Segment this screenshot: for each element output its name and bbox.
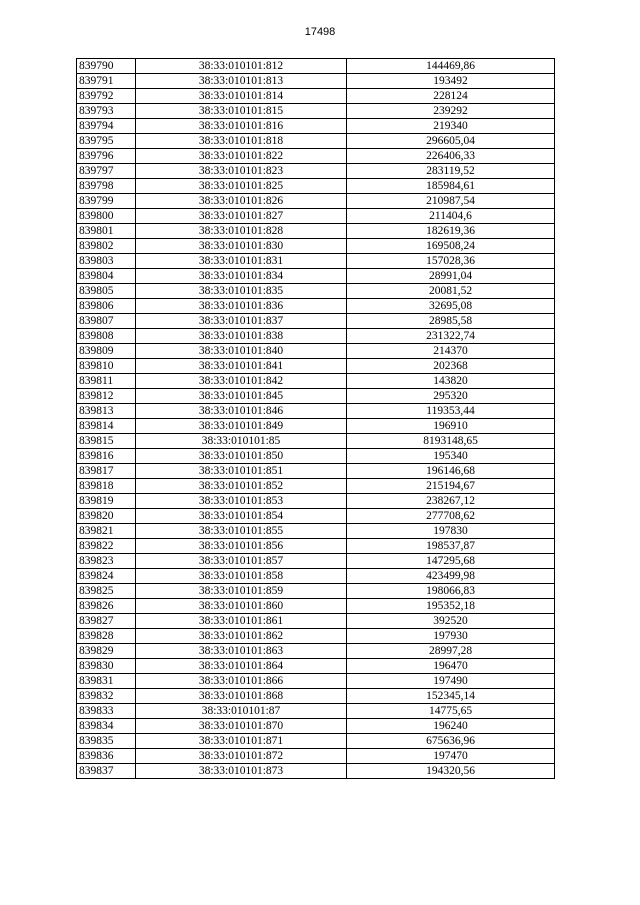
cadastral-value-cell: 283119,52 [347,164,555,179]
cadastral-number-cell: 38:33:010101:828 [136,224,347,239]
row-number-cell: 839814 [77,419,136,434]
cadastral-value-cell: 119353,44 [347,404,555,419]
cadastral-number-cell: 38:33:010101:826 [136,194,347,209]
cadastral-value-cell: 195352,18 [347,599,555,614]
table-row [77,629,555,644]
cadastral-number-cell: 38:33:010101:816 [136,119,347,134]
row-number-cell: 839836 [77,749,136,764]
table-row [77,644,555,659]
cadastral-value-cell: 28991,04 [347,269,555,284]
cadastral-number-cell: 38:33:010101:812 [136,59,347,74]
row-number-cell: 839821 [77,524,136,539]
cadastral-number-cell: 38:33:010101:860 [136,599,347,614]
row-number-cell: 839833 [77,704,136,719]
table-row [77,194,555,209]
table-row [77,119,555,134]
cadastral-number-cell: 38:33:010101:822 [136,149,347,164]
table-row [77,569,555,584]
cadastral-value-cell: 144469,86 [347,59,555,74]
row-number-cell: 839799 [77,194,136,209]
cadastral-number-cell: 38:33:010101:851 [136,464,347,479]
cadastral-number-cell: 38:33:010101:846 [136,404,347,419]
table-body [77,59,555,779]
row-number-cell: 839829 [77,644,136,659]
cadastral-number-cell: 38:33:010101:837 [136,314,347,329]
table-row [77,74,555,89]
cadastral-value-cell: 196470 [347,659,555,674]
cadastral-value-cell: 392520 [347,614,555,629]
table-row [77,614,555,629]
cadastral-value-cell: 28985,58 [347,314,555,329]
cadastral-value-cell: 202368 [347,359,555,374]
table-row [77,89,555,104]
cadastral-value-cell: 185984,61 [347,179,555,194]
cadastral-value-cell: 228124 [347,89,555,104]
cadastral-value-cell: 675636,96 [347,734,555,749]
row-number-cell: 839830 [77,659,136,674]
cadastral-value-cell: 32695,08 [347,299,555,314]
cadastral-number-cell: 38:33:010101:857 [136,554,347,569]
cadastral-value-cell: 196146,68 [347,464,555,479]
cadastral-number-cell: 38:33:010101:827 [136,209,347,224]
cadastral-value-cell: 210987,54 [347,194,555,209]
cadastral-value-cell: 197490 [347,674,555,689]
table-row [77,554,555,569]
table-row [77,179,555,194]
cadastral-number-cell: 38:33:010101:836 [136,299,347,314]
table-row [77,314,555,329]
cadastral-value-cell: 194320,56 [347,764,555,779]
cadastral-value-cell: 423499,98 [347,569,555,584]
cadastral-number-cell: 38:33:010101:866 [136,674,347,689]
cadastral-value-cell: 295320 [347,389,555,404]
table-row [77,494,555,509]
cadastral-number-cell: 38:33:010101:850 [136,449,347,464]
cadastral-number-cell: 38:33:010101:834 [136,269,347,284]
row-number-cell: 839819 [77,494,136,509]
cadastral-value-cell: 211404,6 [347,209,555,224]
cadastral-value-cell: 147295,68 [347,554,555,569]
cadastral-value-cell: 193492 [347,74,555,89]
cadastral-number-cell: 38:33:010101:855 [136,524,347,539]
table-row [77,299,555,314]
cadastral-value-cell: 197830 [347,524,555,539]
table-row [77,254,555,269]
row-number-cell: 839818 [77,479,136,494]
table-row [77,509,555,524]
row-number-cell: 839809 [77,344,136,359]
cadastral-number-cell: 38:33:010101:840 [136,344,347,359]
row-number-cell: 839793 [77,104,136,119]
row-number-cell: 839824 [77,569,136,584]
table-row [77,374,555,389]
cadastral-value-cell: 14775,65 [347,704,555,719]
cadastral-number-cell: 38:33:010101:872 [136,749,347,764]
table-row [77,224,555,239]
cadastral-number-cell: 38:33:010101:858 [136,569,347,584]
page-number: 17498 [304,26,336,38]
cadastral-number-cell: 38:33:010101:852 [136,479,347,494]
cadastral-number-cell: 38:33:010101:830 [136,239,347,254]
table-row [77,734,555,749]
cadastral-number-cell: 38:33:010101:856 [136,539,347,554]
cadastral-value-cell: 198537,87 [347,539,555,554]
row-number-cell: 839804 [77,269,136,284]
row-number-cell: 839811 [77,374,136,389]
cadastral-value-cell: 296605,04 [347,134,555,149]
table-row [77,464,555,479]
table-row [77,269,555,284]
row-number-cell: 839803 [77,254,136,269]
cadastral-number-cell: 38:33:010101:815 [136,104,347,119]
table-row [77,599,555,614]
cadastral-number-cell: 38:33:010101:841 [136,359,347,374]
cadastral-number-cell: 38:33:010101:868 [136,689,347,704]
table-row [77,389,555,404]
cadastral-value-cell: 143820 [347,374,555,389]
cadastral-value-cell: 231322,74 [347,329,555,344]
cadastral-value-cell: 152345,14 [347,689,555,704]
table-row [77,104,555,119]
row-number-cell: 839802 [77,239,136,254]
row-number-cell: 839807 [77,314,136,329]
row-number-cell: 839797 [77,164,136,179]
table-row [77,59,555,74]
table-row [77,404,555,419]
row-number-cell: 839792 [77,89,136,104]
cadastral-value-cell: 277708,62 [347,509,555,524]
row-number-cell: 839832 [77,689,136,704]
table-row [77,539,555,554]
row-number-cell: 839823 [77,554,136,569]
table-row [77,764,555,779]
cadastral-number-cell: 38:33:010101:818 [136,134,347,149]
row-number-cell: 839813 [77,404,136,419]
row-number-cell: 839812 [77,389,136,404]
table-row [77,284,555,299]
table-row [77,449,555,464]
row-number-cell: 839791 [77,74,136,89]
row-number-cell: 839806 [77,299,136,314]
cadastral-value-cell: 197470 [347,749,555,764]
row-number-cell: 839801 [77,224,136,239]
table-row [77,164,555,179]
table-row [77,419,555,434]
cadastral-value-cell: 157028,36 [347,254,555,269]
table-row [77,719,555,734]
cadastral-number-cell: 38:33:010101:863 [136,644,347,659]
row-number-cell: 839835 [77,734,136,749]
table-row [77,689,555,704]
cadastral-number-cell: 38:33:010101:871 [136,734,347,749]
table-row [77,659,555,674]
cadastral-number-cell: 38:33:010101:859 [136,584,347,599]
cadastral-number-cell: 38:33:010101:849 [136,419,347,434]
cadastral-number-cell: 38:33:010101:845 [136,389,347,404]
table-row [77,479,555,494]
table-row [77,329,555,344]
row-number-cell: 839798 [77,179,136,194]
row-number-cell: 839795 [77,134,136,149]
table-row [77,524,555,539]
row-number-cell: 839794 [77,119,136,134]
cadastral-value-cell: 198066,83 [347,584,555,599]
cadastral-number-cell: 38:33:010101:838 [136,329,347,344]
table-row [77,134,555,149]
cadastral-number-cell: 38:33:010101:861 [136,614,347,629]
row-number-cell: 839837 [77,764,136,779]
table-row [77,359,555,374]
cadastral-value-cell: 196240 [347,719,555,734]
table-row [77,584,555,599]
table-row [77,674,555,689]
cadastral-number-cell: 38:33:010101:870 [136,719,347,734]
row-number-cell: 839810 [77,359,136,374]
cadastral-number-cell: 38:33:010101:825 [136,179,347,194]
cadastral-value-cell: 226406,33 [347,149,555,164]
cadastral-number-cell: 38:33:010101:85 [136,434,347,449]
cadastral-value-cell: 8193148,65 [347,434,555,449]
row-number-cell: 839820 [77,509,136,524]
row-number-cell: 839825 [77,584,136,599]
row-number-cell: 839805 [77,284,136,299]
cadastral-number-cell: 38:33:010101:831 [136,254,347,269]
row-number-cell: 839816 [77,449,136,464]
cadastral-number-cell: 38:33:010101:864 [136,659,347,674]
cadastral-number-cell: 38:33:010101:842 [136,374,347,389]
row-number-cell: 839828 [77,629,136,644]
cadastral-value-cell: 20081,52 [347,284,555,299]
cadastral-value-cell: 169508,24 [347,239,555,254]
row-number-cell: 839815 [77,434,136,449]
cadastral-number-cell: 38:33:010101:823 [136,164,347,179]
cadastral-number-cell: 38:33:010101:854 [136,509,347,524]
cadastral-number-cell: 38:33:010101:862 [136,629,347,644]
table-row [77,239,555,254]
cadastral-number-cell: 38:33:010101:835 [136,284,347,299]
row-number-cell: 839826 [77,599,136,614]
table-row [77,149,555,164]
row-number-cell: 839796 [77,149,136,164]
cadastral-number-cell: 38:33:010101:814 [136,89,347,104]
cadastral-value-cell: 239292 [347,104,555,119]
cadastral-value-cell: 214370 [347,344,555,359]
row-number-cell: 839800 [77,209,136,224]
cadastral-number-cell: 38:33:010101:853 [136,494,347,509]
cadastral-value-cell: 195340 [347,449,555,464]
cadastral-value-cell: 219340 [347,119,555,134]
table-row [77,704,555,719]
row-number-cell: 839827 [77,614,136,629]
table-row [77,434,555,449]
row-number-cell: 839817 [77,464,136,479]
table-row [77,749,555,764]
cadastral-value-cell: 28997,28 [347,644,555,659]
cadastral-value-cell: 197930 [347,629,555,644]
row-number-cell: 839831 [77,674,136,689]
cadastral-value-cell: 238267,12 [347,494,555,509]
row-number-cell: 839822 [77,539,136,554]
row-number-cell: 839790 [77,59,136,74]
cadastral-value-cell: 215194,67 [347,479,555,494]
cadastral-number-cell: 38:33:010101:87 [136,704,347,719]
cadastral-number-cell: 38:33:010101:813 [136,74,347,89]
cadastral-number-cell: 38:33:010101:873 [136,764,347,779]
cadastral-value-table [76,58,555,779]
cadastral-value-cell: 196910 [347,419,555,434]
row-number-cell: 839834 [77,719,136,734]
row-number-cell: 839808 [77,329,136,344]
cadastral-value-cell: 182619,36 [347,224,555,239]
table-row [77,209,555,224]
table-row [77,344,555,359]
